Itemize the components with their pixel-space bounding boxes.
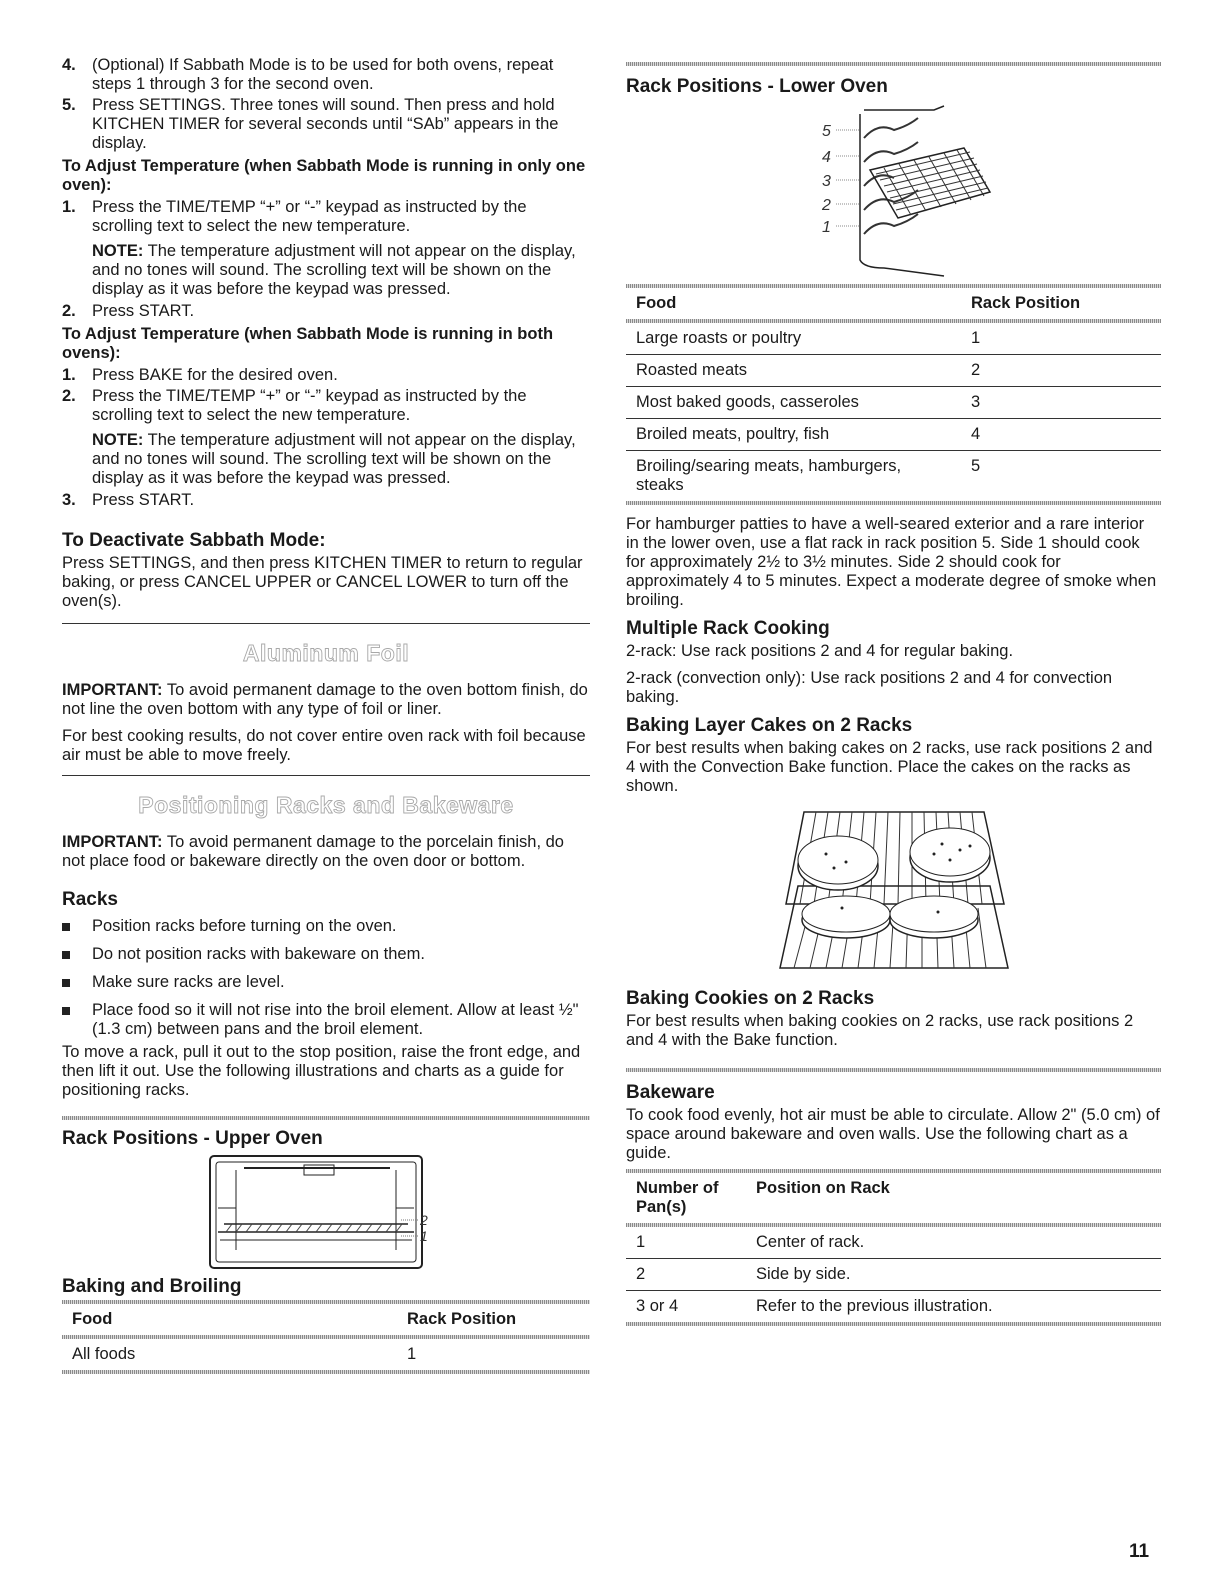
header-food: Food: [636, 294, 677, 312]
cookies-heading: Baking Cookies on 2 Racks: [626, 988, 875, 1009]
step-4: [62, 56, 590, 94]
step-text: Press the TIME/TEMP “+” or “-” keypad as instructed by the scrolling text to select the new temperature.: [92, 198, 527, 235]
section-divider: [626, 62, 1161, 66]
racks-heading: Racks: [62, 889, 118, 910]
list-item: [62, 1001, 590, 1039]
cell-rack-position: 1: [407, 1345, 417, 1363]
rack-label-5: 5: [821, 123, 831, 140]
list-item: [62, 945, 590, 964]
pan-table-body: [626, 1227, 1161, 1322]
table-bottom-rule: [62, 1370, 590, 1374]
left-column: [62, 56, 590, 1374]
table-row: [626, 1291, 1161, 1323]
step-number: 1.: [62, 198, 76, 216]
cell-rack-position: 5: [971, 457, 981, 475]
cell-food: All foods: [72, 1345, 136, 1363]
positioning-important: [62, 833, 590, 871]
aluminum-foil-title: Aluminum Foil: [242, 640, 410, 666]
step-number: 2.: [62, 302, 76, 320]
note: [62, 242, 590, 299]
header-position-on-rack: Position on Rack: [756, 1179, 890, 1197]
hamburger-text: For hamburger patties to have a well-seared exterior and a rare interior in the lower oven, use a flat rack in rack position 5. Side 1 should cook for approximately 2½ to 3½ minutes. Side 2 should cook for approximately 4 to 5 minutes. Expect a moderate degree of smoke when broiling.: [626, 515, 1157, 609]
cell-food: Large roasts or poultry: [626, 323, 961, 355]
table-row: [626, 1259, 1161, 1291]
rack-label-1: 1: [821, 219, 831, 236]
rack-label-4: 4: [821, 149, 831, 166]
adjust-both-ovens-heading: To Adjust Temperature (when Sabbath Mode is running in both ovens):: [62, 325, 554, 362]
baking-broiling-heading: Baking and Broiling: [62, 1276, 242, 1297]
adjust-both-step-1: [62, 366, 590, 385]
cell-position: Side by side.: [746, 1259, 1161, 1291]
table-row: [626, 1227, 1161, 1259]
upper-oven-table: [62, 1304, 590, 1335]
upper-oven-rack-illustration: [196, 1152, 456, 1274]
step-number: 3.: [62, 491, 76, 509]
cell-number: 2: [626, 1259, 746, 1291]
list-item-text: Make sure racks are level.: [92, 973, 285, 991]
cell-position: Center of rack.: [746, 1227, 1161, 1259]
adjust-one-step-1: [62, 198, 590, 236]
cell-rack-position: 4: [961, 419, 1161, 451]
section-divider: [62, 623, 590, 624]
upper-oven-heading: Rack Positions - Upper Oven: [62, 1128, 323, 1149]
list-item-text: Position racks before turning on the oven.: [92, 917, 397, 935]
positioning-important-text: To avoid permanent damage to the porcelain finish, do not place food or bakeware directly on the oven door or bottom.: [62, 833, 564, 870]
adjust-one-step-2: [62, 302, 590, 321]
cell-food: Most baked goods, casseroles: [626, 387, 961, 419]
bullet-icon: [62, 945, 92, 964]
foil-text: For best cooking results, do not cover entire oven rack with foil because air must be able to move freely.: [62, 727, 586, 764]
page-number: 11: [1129, 1541, 1150, 1562]
deactivate-text: Press SETTINGS, and then press KITCHEN TIMER to return to regular baking, or press CANCEL UPPER or CANCEL LOWER to turn off the oven(s).: [62, 554, 583, 610]
cell-food: Roasted meats: [626, 355, 961, 387]
right-column: [626, 56, 1161, 1326]
multiple-rack-heading: Multiple Rack Cooking: [626, 618, 830, 639]
foil-important: [62, 681, 590, 719]
cell-food: Broiled meats, poultry, fish: [626, 419, 961, 451]
rack-label-2: 2: [420, 1212, 428, 1228]
adjust-both-step-3: [62, 491, 590, 510]
table-header-row: [626, 1173, 1161, 1223]
rack-label-1: 1: [420, 1228, 428, 1244]
table-header-row: [62, 1304, 590, 1335]
cookies-text: For best results when baking cookies on 2 racks, use rack positions 2 and 4 with the Bake function.: [626, 1012, 1134, 1049]
table-bottom-rule: [626, 501, 1161, 505]
table-row: [626, 387, 1161, 419]
rack-label-2: 2: [821, 197, 831, 214]
table-row: [626, 355, 1161, 387]
header-food: Food: [72, 1310, 113, 1328]
layer-cakes-heading: Baking Layer Cakes on 2 Racks: [626, 715, 913, 736]
list-item-text: Place food so it will not rise into the broil element. Allow at least ½" (1.3 cm) between pans and the broil element.: [92, 1001, 579, 1038]
note: [62, 431, 590, 488]
step-text: Press START.: [92, 491, 195, 509]
upper-oven-table-body: [62, 1339, 590, 1370]
section-divider: [62, 1116, 590, 1120]
header-rack-position: Rack Position: [407, 1310, 517, 1328]
table-row: [626, 419, 1161, 451]
step-number: 4.: [62, 56, 76, 74]
cell-food: Broiling/searing meats, hamburgers, steaks: [636, 457, 902, 494]
cell-position: Refer to the previous illustration.: [756, 1297, 993, 1315]
bullet-icon: [62, 973, 92, 992]
table-bottom-rule: [626, 1322, 1161, 1326]
important-label: IMPORTANT:: [62, 681, 163, 699]
lower-oven-table: [626, 288, 1161, 319]
step-text: Press SETTINGS. Three tones will sound. Then press and hold KITCHEN TIMER for several seconds until “SAb” appears in the display.: [92, 96, 559, 152]
layer-cakes-text: For best results when baking cakes on 2 racks, use rack positions 2 and 4 with the Convection Bake function. Place the cakes on the racks as shown.: [626, 739, 1153, 795]
list-item-text: Do not position racks with bakeware on them.: [92, 945, 425, 963]
lower-oven-heading: Rack Positions - Lower Oven: [626, 76, 888, 97]
header-rack-position: Rack Position: [971, 294, 1081, 312]
step-text: Press BAKE for the desired oven.: [92, 366, 338, 384]
multiple-rack-text-2: 2-rack (convection only): Use rack positions 2 and 4 for convection baking.: [626, 669, 1113, 706]
step-text: Press START.: [92, 302, 195, 320]
cell-rack-position: 3: [961, 387, 1161, 419]
step-number: 1.: [62, 366, 76, 384]
table-row: [62, 1339, 590, 1370]
step-number: 2.: [62, 387, 76, 405]
step-text: (Optional) If Sabbath Mode is to be used for both ovens, repeat steps 1 through 3 for the second oven.: [92, 56, 554, 93]
step-5: [62, 96, 590, 153]
table-header-row: [626, 288, 1161, 319]
note-label: NOTE:: [92, 242, 144, 260]
bakeware-heading: Bakeware: [626, 1082, 715, 1103]
step-number: 5.: [62, 96, 76, 114]
section-divider: [62, 775, 590, 776]
note-label: NOTE:: [92, 431, 144, 449]
layer-cakes-illustration: [774, 808, 1014, 978]
lower-oven-table-body: [626, 323, 1161, 501]
list-item: [62, 973, 590, 992]
cell-number: 1: [626, 1227, 746, 1259]
adjust-both-step-2: [62, 387, 590, 425]
note-text: The temperature adjustment will not appear on the display, and no tones will sound. The scrolling text will be shown on the display as it was before the keypad was pressed.: [92, 431, 576, 487]
table-row: [626, 451, 1161, 502]
move-rack-text: To move a rack, pull it out to the stop position, raise the front edge, and then lift it out. Use the following illustrations and charts as a guide for positioning racks.: [62, 1043, 581, 1099]
lower-oven-rack-illustration: [794, 100, 994, 280]
bullet-icon: [62, 917, 92, 936]
positioning-title: Positioning Racks and Bakeware: [138, 792, 514, 818]
multiple-rack-text-1: 2-rack: Use rack positions 2 and 4 for regular baking.: [626, 642, 1014, 660]
note-text: The temperature adjustment will not appear on the display, and no tones will sound. The scrolling text will be shown on the display as it was before the keypad was pressed.: [92, 242, 576, 298]
cell-number: 3 or 4: [636, 1297, 679, 1315]
deactivate-heading: To Deactivate Sabbath Mode:: [62, 530, 326, 551]
header-number-of-pans: Number of Pan(s): [636, 1179, 719, 1216]
foil-important-text: To avoid permanent damage to the oven bottom finish, do not line the oven bottom with any type of foil or liner.: [62, 681, 588, 718]
section-divider: [626, 1068, 1161, 1072]
step-text: Press the TIME/TEMP “+” or “-” keypad as instructed by the scrolling text to select the new temperature.: [92, 387, 527, 424]
pan-table: [626, 1173, 1161, 1223]
important-label: IMPORTANT:: [62, 833, 163, 851]
bakeware-text: To cook food evenly, hot air must be able to circulate. Allow 2" (5.0 cm) of space around bakeware and oven walls. Use the following chart as a guide.: [626, 1106, 1160, 1162]
bullet-icon: [62, 1001, 92, 1039]
table-row: [626, 323, 1161, 355]
cell-rack-position: 1: [961, 323, 1161, 355]
rack-label-3: 3: [821, 173, 831, 190]
cell-rack-position: 2: [961, 355, 1161, 387]
list-item: [62, 917, 590, 936]
adjust-one-oven-heading: To Adjust Temperature (when Sabbath Mode is running in only one oven):: [62, 157, 586, 194]
